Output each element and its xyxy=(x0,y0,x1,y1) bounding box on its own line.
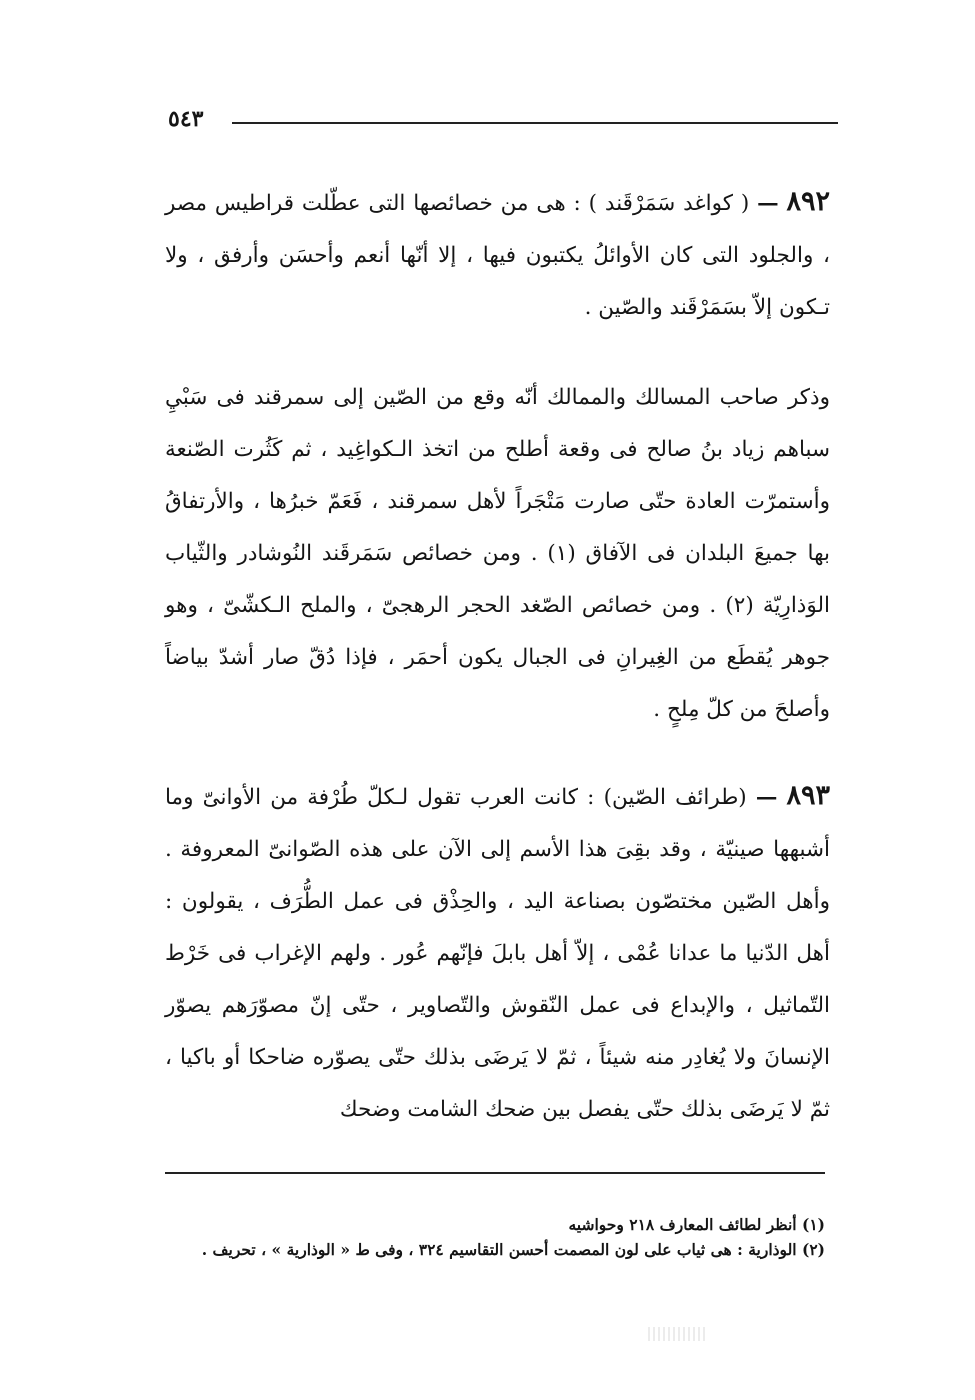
footnote-2: (٢) الوذارية : هى ثياب على لون المصمت أحسن التقاسيم ٣٢٤ ، وفى ط « الوذارية » ، تحريف . xyxy=(201,1240,825,1259)
footnote-rule xyxy=(165,1172,825,1174)
library-stamp xyxy=(648,1327,708,1341)
entry-893-dash: — xyxy=(755,785,778,810)
entry-893-paragraph xyxy=(165,770,830,1136)
entry-892-second-paragraph: وذكر صاحب المسالك والممالك أنّه وقع من الصّين إلى سمرقند فى سَبْيِ سباهم زياد بنُ صالح فى وقعة أطلح من اتخذ الـكواغِيد ، ثم كَثُرت الصّنعة وأستمرّت العادة حتّى صارت مَتْجَراً لأهل سمرقند ، فَعَمّ خبرُها ، والأرتفاقُ بها جميعَ البلدان فى الآفاق (١) . ومن خصائص سَمَرقَند النُوشادر والثّياب الوَذارِيّة (٢) . ومن خصائص الصّغد الحجر الرهجىّ ، والملح الـكشّىّ ، وهو جوهر يُقطَع من الغِيرانِ فى الجبال يكون أحمَر ، فإذا دُقّ صار أشدّ بياضاً وأصلحَ من كلّ مِلحٍ . xyxy=(165,385,830,722)
page-number: ٥٤٣ xyxy=(168,106,204,132)
footnotes xyxy=(165,1212,825,1262)
entry-892-number: ٨٩٢ xyxy=(786,186,830,217)
entry-893-text: (طرائف الصّين) : كانت العرب تقول لـكلّ طُرْفة من الأوانىّ وما أشبهها صينيّة ، وقد بقِىَ هذا الأسم إلى الآن على هذه الصّوانىّ المعروفة . وأهل الصّين مختصّون بصناعة اليد ، والحِذْق فى عمل الطُّرَف ، يقولون : أهل الدّنيا ما عدانا عُمْى ، إلاّ أهل بابلَ فإنّهم عُور . ولهم الإغراب فى خَرْط التّماثيل ، والإبداع فى عمل النّقوش والتّصاوير ، حتّى إنّ مصوّرَهم يصوّر الإنسانَ ولا يُغادِر منه شيئاً ، ثمّ لا يَرضَى بذلك حتّى يصوّره ضاحكا أو باكيا ، ثمّ لا يَرضَى بذلك حتّى يفصل بين ضحك الشامت وضحك xyxy=(165,785,830,1122)
entry-892-dash: — xyxy=(757,191,779,216)
entry-892-paragraph xyxy=(165,176,830,334)
header-rule xyxy=(232,122,838,124)
footnote-1: (١) أنظر لطائف المعارف ٢١٨ وحواشيه xyxy=(568,1215,825,1234)
page-header xyxy=(168,104,838,134)
entry-893-number: ٨٩٣ xyxy=(786,780,830,811)
entry-892-text: ( كواغد سَمَرْقَند ) : هى من خصائصها التى عطّلت قراطيس مصر ، والجلود التى كان الأوائلُ يكتبون فيها ، إلا أنّها أنعم وأحسَن وأرفق ، ولا تـكون إلاّ بسَمَرْقَند والصّين . xyxy=(165,191,830,320)
